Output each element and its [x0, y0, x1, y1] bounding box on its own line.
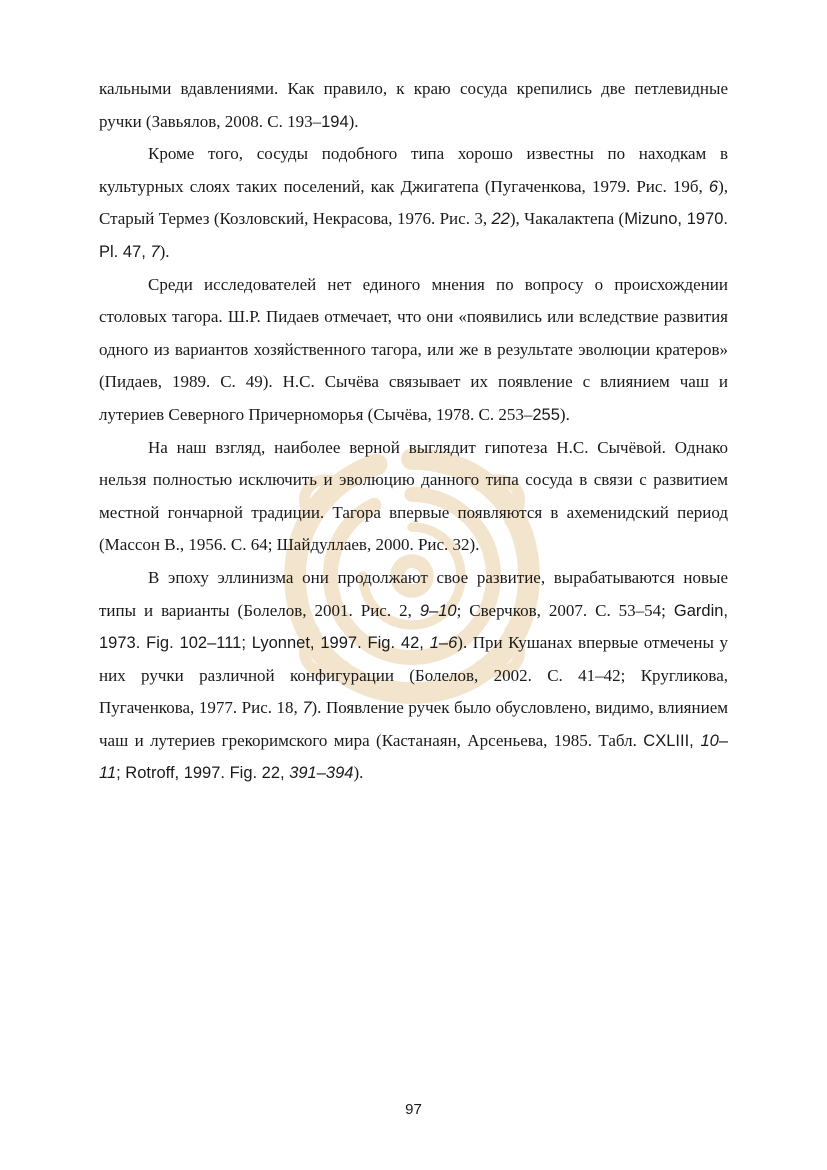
- text-run: Кроме того, сосуды подобного типа хорошо известны по находкам в культурных слоях таких поселений, как Джигатепа (Пугаченкова, 1979. Рис. 19б,: [99, 144, 728, 196]
- body-text: [99, 73, 728, 790]
- text-run: 1–6: [429, 634, 458, 653]
- text-run: 22: [491, 210, 510, 229]
- paragraph: [99, 562, 728, 790]
- text-run: ).: [348, 111, 359, 131]
- text-run: В эпоху эллинизма они продолжают свое развитие, вырабатываются новые типы и варианты (Болелов, 2001. Рис. 2,: [99, 567, 728, 620]
- text-run: ). При Кушанах впервые отмечены у них ручки различной конфигурации (Болелов, 2002. С. 41–42; Кругликова, Пугаченкова, 1977. Рис. 18,: [99, 633, 728, 718]
- text-run: CXLIII,: [643, 731, 701, 750]
- text-run: ).: [559, 404, 570, 424]
- text-run: 9–10: [419, 601, 457, 620]
- paragraph: [99, 432, 728, 562]
- page-number: 97: [405, 1101, 422, 1118]
- text-run: 6: [708, 177, 719, 196]
- paragraph: [99, 138, 728, 268]
- text-run: ). Появление ручек было обусловлено, видимо, влиянием чаш и лутериев грекоримского мира (Кастанаян, Арсеньева, 1985. Табл.: [99, 698, 729, 750]
- text-run: кальными вдавлениями. Как правило, к краю сосуда крепились две петлевидные ручки (Завьялов, 2008. С. 193–: [99, 79, 728, 131]
- text-run: ).: [159, 241, 170, 261]
- text-run: ; Сверчков, 2007. С. 53–54;: [456, 600, 674, 620]
- text-run: Gardin, 1973. Fig. 102–111; Lyonnet, 1997. Fig. 42,: [99, 601, 729, 653]
- text-run: ), Старый Термез (Козловский, Некрасова, 1976. Рис. 3,: [99, 176, 728, 229]
- text-run: ; Rotroff, 1997. Fig. 22,: [116, 764, 290, 783]
- text-run: 10–11: [99, 731, 728, 783]
- text-run: Среди исследователей нет единого мнения по вопросу о происхождении столовых тагора. Ш.Р. Пидаев отмечает, что они «появились или вследствие развития одного из вариантов хозяйственного тагора, или же в результате эволюции кратеров» (Пидаев, 1989. С. 49). Н.С. Сычёва связывает их появление с влиянием чаш и лутериев Северного Причерноморья (Сычёва, 1978. С. 253–: [99, 274, 728, 424]
- text-run: На наш взгляд, наиболее верной выглядит гипотеза Н.С. Сычёвой. Однако нельзя полностью исключить и эволюцию данного типа сосуда в связи с развитием местной гончарной традиции. Тагора впервые появляются в ахеменидский период (Массон В., 1956. С. 64; Шайдуллаев, 2000. Рис. 32).: [99, 437, 728, 555]
- text-run: ).: [353, 763, 364, 783]
- text-run: 7: [150, 242, 160, 261]
- text-run: 7: [302, 699, 312, 718]
- text-run: 391–394: [289, 764, 354, 783]
- paragraph: [99, 269, 728, 432]
- text-run: 194: [321, 112, 349, 131]
- paragraph: [99, 73, 728, 138]
- text-run: 255: [532, 405, 560, 424]
- text-run: Mizuno, 1970. Pl. 47,: [99, 210, 728, 261]
- text-run: ), Чакалактепа (: [509, 209, 625, 229]
